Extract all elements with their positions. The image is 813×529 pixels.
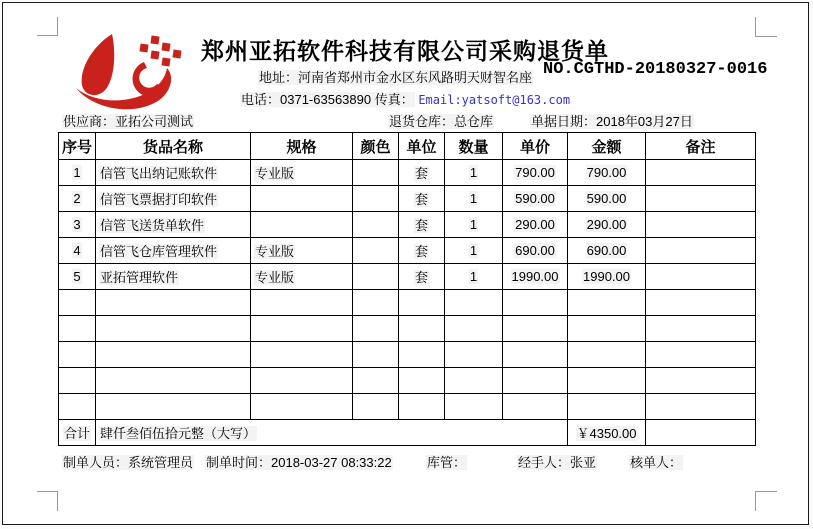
item-cell-remark <box>646 342 756 368</box>
items-table-foot <box>59 420 756 446</box>
item-cell-text: 590.00 <box>515 191 555 206</box>
item-cell-text: 套 <box>414 244 428 259</box>
item-cell-text: 690.00 <box>586 243 627 258</box>
item-cell-color <box>353 368 399 394</box>
item-cell-amount <box>568 290 646 316</box>
item-cell-color <box>353 394 399 420</box>
item-cell-text: 1 <box>469 191 478 206</box>
item-cell-qty <box>445 238 503 264</box>
empty-row <box>59 394 756 420</box>
item-cell-price <box>503 290 568 316</box>
item-cell-text: 专业版 <box>255 244 295 259</box>
item-cell-qty <box>445 290 503 316</box>
item-cell-text: 1990.00 <box>583 269 630 284</box>
item-cell-price <box>503 368 568 394</box>
item-cell-text: 690.00 <box>515 243 555 258</box>
item-cell-name <box>96 186 251 212</box>
item-cell-name <box>96 368 251 394</box>
item-cell-text: 1 <box>469 217 478 232</box>
document-number: NO.CGTHD-20180327-0016 <box>543 60 768 79</box>
total-row <box>59 420 756 446</box>
item-cell-name <box>96 316 251 342</box>
item-cell-text: 信管飞票据打印软件 <box>100 192 218 207</box>
item-cell-qty <box>445 342 503 368</box>
item-cell-amount <box>568 238 646 264</box>
item-cell-unit <box>399 368 445 394</box>
item-cell-index <box>59 316 96 342</box>
item-cell-text: 专业版 <box>255 270 295 285</box>
item-cell-unit <box>399 238 445 264</box>
items-table <box>58 132 756 446</box>
item-row <box>59 160 756 186</box>
item-cell-color <box>353 290 399 316</box>
item-cell-spec <box>251 394 353 420</box>
items-tbody <box>59 160 756 420</box>
item-cell-index <box>59 290 96 316</box>
crop-mark-top-right <box>755 17 777 37</box>
make-time-field: 制单时间：2018-03-27 08:33:22 <box>206 455 392 470</box>
item-cell-remark <box>646 368 756 394</box>
return-warehouse-field: 退货仓库：总仓库 <box>389 114 494 129</box>
item-cell-text: 790.00 <box>515 165 555 180</box>
item-cell-spec <box>251 342 353 368</box>
total-amount-words-cell: 肆仟叁佰伍拾元整（大写） <box>96 420 568 446</box>
item-cell-text: 1 <box>469 165 478 180</box>
item-cell-index <box>59 368 96 394</box>
item-cell-spec <box>251 186 353 212</box>
item-cell-amount <box>568 342 646 368</box>
empty-row <box>59 290 756 316</box>
item-cell-name <box>96 212 251 238</box>
item-cell-text: 1 <box>469 269 478 284</box>
checker-field: 核单人： <box>630 455 683 470</box>
item-cell-remark <box>646 212 756 238</box>
item-cell-unit <box>399 342 445 368</box>
item-cell-remark <box>646 316 756 342</box>
item-cell-text: 信管飞送货单软件 <box>100 218 205 233</box>
crop-mark-bottom-right <box>755 491 777 511</box>
col-header-spec: 规格 <box>251 133 353 160</box>
item-row <box>59 264 756 290</box>
item-cell-spec <box>251 212 353 238</box>
item-cell-price <box>503 160 568 186</box>
item-cell-remark <box>646 394 756 420</box>
phone-fax-line: 电话：0371-63563890 传真： Email:yatsoft@163.com <box>241 92 571 107</box>
item-cell-amount <box>568 368 646 394</box>
email-link[interactable]: Email:yatsoft@163.com <box>418 93 571 107</box>
col-header-index: 序号 <box>59 133 96 160</box>
item-cell-unit <box>399 186 445 212</box>
item-cell-index <box>59 394 96 420</box>
item-cell-spec <box>251 290 353 316</box>
handler-field: 经手人：张亚 <box>518 455 597 470</box>
item-cell-qty <box>445 264 503 290</box>
item-cell-name <box>96 394 251 420</box>
item-cell-price <box>503 212 568 238</box>
item-cell-amount <box>568 160 646 186</box>
col-header-unit: 单位 <box>399 133 445 160</box>
crop-mark-bottom-left <box>37 491 58 511</box>
item-cell-text: 790.00 <box>586 165 627 180</box>
empty-row <box>59 368 756 394</box>
item-cell-qty <box>445 212 503 238</box>
item-cell-text: 1 <box>469 243 478 258</box>
item-cell-amount <box>568 186 646 212</box>
total-remark-cell <box>646 420 756 446</box>
item-cell-name <box>96 290 251 316</box>
item-cell-qty <box>445 394 503 420</box>
item-cell-index <box>59 342 96 368</box>
item-cell-qty <box>445 160 503 186</box>
item-cell-unit <box>399 394 445 420</box>
item-cell-text: 5 <box>73 269 81 284</box>
item-cell-text: 2 <box>73 191 81 206</box>
item-cell-color <box>353 186 399 212</box>
col-header-price: 单价 <box>503 133 568 160</box>
item-cell-text: 套 <box>414 218 428 233</box>
col-header-remark: 备注 <box>646 133 756 160</box>
item-cell-index <box>59 238 96 264</box>
item-cell-name <box>96 160 251 186</box>
item-cell-name <box>96 264 251 290</box>
item-cell-color <box>353 160 399 186</box>
crop-mark-top-left <box>37 17 58 36</box>
item-cell-name <box>96 342 251 368</box>
item-cell-amount <box>568 264 646 290</box>
item-cell-text: 290.00 <box>586 217 627 232</box>
item-cell-amount <box>568 212 646 238</box>
item-cell-remark <box>646 290 756 316</box>
item-cell-price <box>503 316 568 342</box>
item-cell-text: 专业版 <box>255 166 295 181</box>
col-header-amount: 金额 <box>568 133 646 160</box>
item-cell-spec <box>251 264 353 290</box>
maker-field: 制单人员：系统管理员 <box>63 455 194 470</box>
item-cell-index <box>59 264 96 290</box>
item-cell-unit <box>399 160 445 186</box>
col-header-color: 颜色 <box>353 133 399 160</box>
item-cell-qty <box>445 316 503 342</box>
item-cell-price <box>503 238 568 264</box>
storekeeper-field: 库管： <box>427 455 467 470</box>
item-cell-remark <box>646 186 756 212</box>
item-cell-text: 套 <box>414 270 428 285</box>
empty-row <box>59 316 756 342</box>
item-cell-color <box>353 264 399 290</box>
item-cell-text: 亚拓管理软件 <box>100 270 179 285</box>
item-cell-text: 1990.00 <box>511 269 559 284</box>
item-cell-text: 信管飞出纳记账软件 <box>100 166 218 181</box>
item-cell-spec <box>251 316 353 342</box>
item-cell-text: 1 <box>73 165 81 180</box>
item-cell-remark <box>646 238 756 264</box>
item-row <box>59 212 756 238</box>
item-row <box>59 186 756 212</box>
item-cell-spec <box>251 238 353 264</box>
item-cell-remark <box>646 160 756 186</box>
item-cell-qty <box>445 186 503 212</box>
empty-row <box>59 342 756 368</box>
items-table-head <box>59 133 756 160</box>
item-cell-text: 4 <box>73 243 81 258</box>
item-cell-price <box>503 186 568 212</box>
item-cell-index <box>59 160 96 186</box>
item-cell-color <box>353 342 399 368</box>
item-cell-text: 信管飞仓库管理软件 <box>100 244 218 259</box>
col-header-name: 货品名称 <box>96 133 251 160</box>
item-cell-color <box>353 212 399 238</box>
item-row <box>59 238 756 264</box>
document-date-field: 单据日期：2018年03月27日 <box>531 114 693 129</box>
item-cell-index <box>59 212 96 238</box>
supplier-field: 供应商：亚拓公司测试 <box>63 114 194 129</box>
item-cell-index <box>59 186 96 212</box>
item-cell-price <box>503 394 568 420</box>
total-amount-cell: ￥4350.00 <box>568 420 646 446</box>
item-cell-spec <box>251 368 353 394</box>
item-cell-spec <box>251 160 353 186</box>
item-cell-price <box>503 264 568 290</box>
total-label-cell: 合计 <box>59 420 96 446</box>
page-title: 郑州亚拓软件科技有限公司采购退货单 <box>201 38 609 64</box>
item-cell-text: 套 <box>414 192 428 207</box>
item-cell-unit <box>399 316 445 342</box>
item-cell-unit <box>399 212 445 238</box>
item-cell-text: 290.00 <box>515 217 555 232</box>
item-cell-amount <box>568 394 646 420</box>
item-cell-color <box>353 316 399 342</box>
item-cell-text: 590.00 <box>586 191 627 206</box>
item-cell-name <box>96 238 251 264</box>
item-cell-amount <box>568 316 646 342</box>
item-cell-remark <box>646 264 756 290</box>
col-header-qty: 数量 <box>445 133 503 160</box>
item-cell-text: 套 <box>414 166 428 181</box>
company-address: 地址：河南省郑州市金水区东风路明天财智名座 <box>259 70 533 85</box>
item-cell-price <box>503 342 568 368</box>
item-cell-unit <box>399 290 445 316</box>
item-cell-color <box>353 238 399 264</box>
item-cell-text: 3 <box>73 217 81 232</box>
header-row <box>59 133 756 160</box>
item-cell-qty <box>445 368 503 394</box>
item-cell-unit <box>399 264 445 290</box>
